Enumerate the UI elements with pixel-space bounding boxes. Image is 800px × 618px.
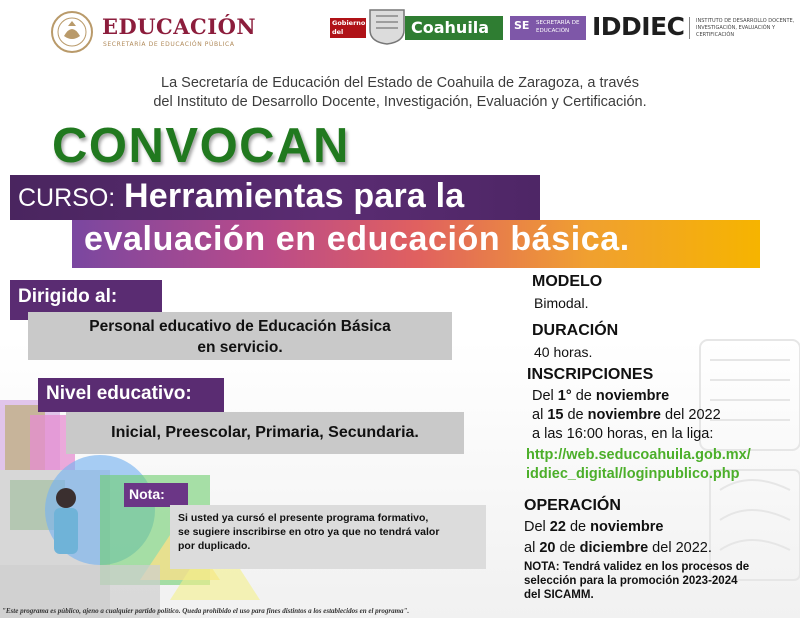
intro-text <box>40 74 760 112</box>
mexico-seal-icon <box>50 8 94 56</box>
nota-line2: se sugiere inscribirse en otro ya que no tendrá valor <box>178 526 440 538</box>
dirigido-box <box>28 312 452 360</box>
legal-footer: "Este programa es público, ajeno a cualquier partido político. Queda prohibido el uso para fines distintos a los establecidos en el programa". <box>2 607 410 615</box>
se-text: SECRETARÍA DE EDUCACIÓN <box>536 20 580 34</box>
modelo-value: Bimodal. <box>534 295 589 311</box>
course-title-line2: evaluación en educación básica. <box>84 220 630 258</box>
se-abbr: SE <box>514 19 530 32</box>
final-note-line1: NOTA: Tendrá validez en los procesos de <box>524 561 750 573</box>
convocan-heading: CONVOCAN <box>52 119 350 173</box>
intro-line1: La Secretaría de Educación del Estado de Coahuila de Zaragoza, a través <box>161 75 639 91</box>
intro-line2: del Instituto de Desarrollo Docente, Investigación, Evaluación y Certificación. <box>153 94 647 110</box>
registration-link-part2[interactable]: iddiec_digital/loginpublico.php <box>526 466 740 482</box>
operacion-label: OPERACIÓN <box>524 497 621 514</box>
iddiec-logo: IDDIEC <box>592 12 685 41</box>
final-note-line2: selección para la promoción 2023-2024 <box>524 575 738 587</box>
nota-label: Nota: <box>124 483 188 507</box>
dirigido-label: Dirigido al: <box>10 280 162 320</box>
dirigido-line1: Personal educativo de Educación Básica <box>89 318 391 335</box>
course-label: CURSO: <box>18 184 116 212</box>
inscripciones-line3: a las 16:00 horas, en la liga: <box>532 426 714 442</box>
registration-link-part1[interactable]: http://web.seducoahuila.gob.mx/ <box>526 447 751 463</box>
sep-logo <box>50 8 270 58</box>
nota-line3: por duplicado. <box>178 540 251 552</box>
inscripciones-line2: al 15 de noviembre del 2022 <box>532 407 721 423</box>
operacion-line1: Del 22 de noviembre <box>524 519 664 535</box>
sep-subtitle: SECRETARÍA DE EDUCACIÓN PÚBLICA <box>103 41 235 48</box>
dirigido-line2: en servicio. <box>197 339 283 356</box>
final-note-line3: del SICAMM. <box>524 589 594 601</box>
duracion-label: DURACIÓN <box>532 322 619 339</box>
iddiec-fullname: INSTITUTO DE DESARROLLO DOCENTE, INVESTIGACIÓN, EVALUACIÓN Y CERTIFICACIÓN <box>696 18 795 38</box>
nota-line1: Si usted ya cursó el presente programa formativo, <box>178 512 429 524</box>
coahuila-label: Coahuila <box>405 16 503 40</box>
duracion-value: 40 horas. <box>534 344 593 360</box>
educacion-title: EDUCACIÓN <box>102 14 257 39</box>
inscripciones-label: INSCRIPCIONES <box>527 366 654 383</box>
gobierno-label: Gobierno del Estado <box>332 19 366 45</box>
iddiec-divider <box>689 17 690 39</box>
course-title-line1: Herramientas para la <box>124 177 465 215</box>
operacion-line2: al 20 de diciembre del 2022. <box>524 540 712 556</box>
inscripciones-line1: Del 1° de noviembre <box>532 388 670 404</box>
modelo-label: MODELO <box>532 273 603 290</box>
nivel-label: Nivel educativo: <box>38 378 224 412</box>
coahuila-crest-icon <box>366 6 408 46</box>
nivel-value: Inicial, Preescolar, Primaria, Secundaria. <box>66 412 464 454</box>
nota-box <box>170 505 486 569</box>
final-note <box>524 560 800 602</box>
se-logo <box>510 16 586 40</box>
